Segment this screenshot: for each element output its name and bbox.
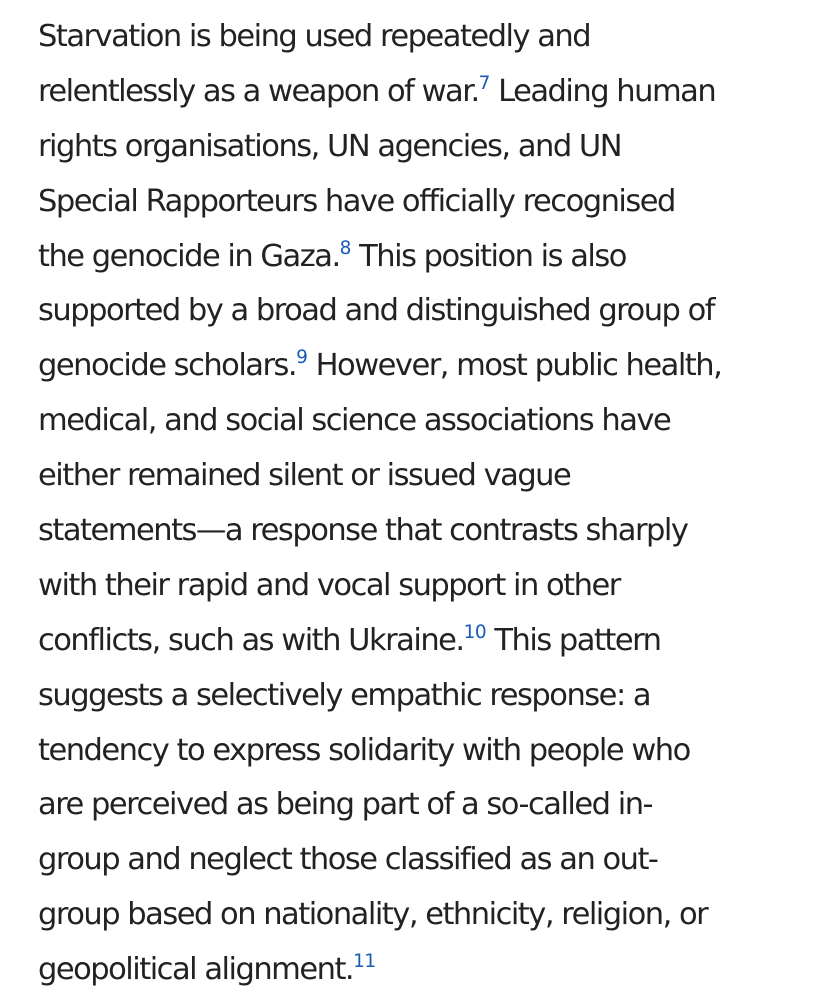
footnote-reference-link[interactable]: 9 xyxy=(296,347,308,369)
paragraph-line xyxy=(38,833,803,888)
line-text: geopolitical alignment. xyxy=(38,952,354,988)
paragraph-line xyxy=(38,449,803,504)
line-text: tendency to express solidarity with people who xyxy=(38,732,690,768)
line-text: relentlessly as a weapon of war. xyxy=(38,73,479,109)
paragraph-line xyxy=(38,339,803,394)
paragraph-line xyxy=(38,120,803,175)
line-text: medical, and social science associations have xyxy=(38,403,671,439)
paragraph-line xyxy=(38,394,803,449)
line-text: group and neglect those classified as an out- xyxy=(38,842,658,878)
line-text: the genocide in Gaza. xyxy=(38,238,340,274)
paragraph-line xyxy=(38,778,803,833)
line-text: genocide scholars. xyxy=(38,348,297,384)
paragraph-line xyxy=(38,559,803,614)
paragraph-line xyxy=(38,504,803,559)
line-text: group based on nationality, ethnicity, religion, or xyxy=(38,897,708,933)
line-text: conflicts, such as with Ukraine. xyxy=(38,622,464,658)
paragraph-line xyxy=(38,669,803,724)
paragraph-line xyxy=(38,888,803,943)
paragraph-line xyxy=(38,943,803,998)
line-text: either remained silent or issued vague xyxy=(38,458,571,494)
line-text: Special Rapporteurs have officially recognised xyxy=(38,183,675,219)
footnote-reference-link[interactable]: 8 xyxy=(339,237,351,259)
footnote-reference-link[interactable]: 10 xyxy=(463,621,487,643)
line-text: However, most public health, xyxy=(307,348,722,384)
paragraph-line xyxy=(38,65,803,120)
line-text: This position is also xyxy=(350,238,626,274)
paragraph-line xyxy=(38,724,803,779)
footnote-reference-link[interactable]: 7 xyxy=(478,72,490,94)
line-text: with their rapid and vocal support in other xyxy=(38,567,620,603)
paragraph-line xyxy=(38,284,803,339)
line-text: Starvation is being used repeatedly and xyxy=(38,19,591,54)
line-text: Leading human xyxy=(489,73,716,109)
footnote-reference-link[interactable]: 11 xyxy=(353,951,376,973)
line-text: are perceived as being part of a so-called in- xyxy=(38,787,653,823)
line-text: suggests a selectively empathic response: a xyxy=(38,677,651,713)
line-text: rights organisations, UN agencies, and UN xyxy=(38,128,622,164)
paragraph-line xyxy=(38,614,803,669)
line-text: statements—a response that contrasts sharply xyxy=(38,513,688,549)
paragraph-line xyxy=(38,230,803,285)
line-text: This pattern xyxy=(486,622,661,658)
line-text: supported by a broad and distinguished group of xyxy=(38,293,714,329)
paragraph-line xyxy=(38,10,803,65)
paragraph-line xyxy=(38,175,803,230)
